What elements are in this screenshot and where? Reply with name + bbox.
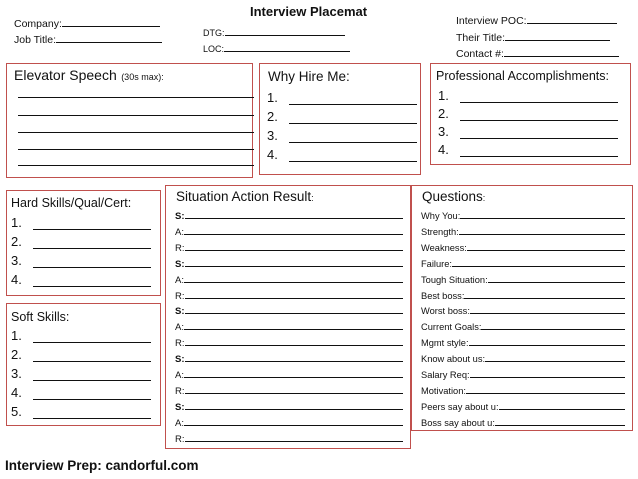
list-item[interactable] [11, 347, 151, 362]
sar-row-label: R: [175, 385, 185, 397]
soft-skills-box [6, 303, 161, 426]
their-title-field[interactable] [456, 31, 610, 44]
sar-row-label: A: [175, 274, 184, 286]
item-number: 4. [438, 142, 449, 157]
elevator-line[interactable] [18, 149, 254, 150]
sar-row-label: S: [175, 306, 185, 318]
sar-answer-line[interactable] [185, 258, 403, 267]
item-number: 2. [438, 106, 449, 121]
question-row[interactable] [421, 210, 625, 221]
sar-answer-line[interactable] [185, 242, 403, 251]
questions-title-suffix: : [482, 193, 486, 203]
poc-label: Interview POC: [456, 15, 527, 27]
item-number: 4. [11, 272, 22, 287]
their-title-label: Their Title: [456, 32, 506, 44]
sar-row[interactable] [175, 369, 403, 381]
loc-field[interactable] [203, 42, 350, 54]
sar-row[interactable] [175, 258, 403, 270]
question-row[interactable] [421, 274, 625, 285]
question-answer-line[interactable] [485, 353, 625, 362]
hard-skills-box [6, 190, 161, 296]
question-label: Why You: [421, 211, 461, 221]
sar-row-label: A: [175, 322, 184, 334]
sar-answer-line[interactable] [184, 321, 403, 330]
question-label: Best boss: [421, 290, 465, 301]
list-item[interactable] [438, 124, 618, 139]
sar-answer-line[interactable] [185, 433, 403, 442]
question-answer-line[interactable] [452, 258, 625, 267]
list-item[interactable] [11, 385, 151, 400]
question-answer-line[interactable] [499, 401, 625, 410]
list-item[interactable] [438, 106, 618, 121]
question-label: Motivation: [421, 385, 466, 396]
sar-row-label: S: [175, 211, 185, 222]
question-label: Salary Req: [421, 370, 470, 380]
questions-box [411, 185, 633, 431]
why-hire-box [259, 63, 421, 175]
sar-answer-line[interactable] [185, 353, 403, 362]
question-answer-line[interactable] [488, 274, 625, 283]
soft-skills-title: Soft Skills: [11, 310, 70, 324]
sar-row[interactable] [175, 353, 403, 365]
contact-label: Contact #: [456, 48, 504, 60]
sar-row[interactable] [175, 385, 403, 397]
sar-row[interactable] [175, 401, 403, 413]
list-item[interactable] [11, 234, 151, 249]
sar-row-label: A: [175, 417, 184, 429]
sar-row[interactable] [175, 274, 403, 286]
sar-row-label: S: [175, 258, 185, 270]
elevator-line[interactable] [18, 97, 254, 98]
list-item[interactable] [438, 142, 618, 157]
footer-text: Interview Prep: candorful.com [5, 458, 199, 473]
dtg-field[interactable] [203, 26, 345, 38]
item-number: 2. [267, 109, 278, 124]
question-row[interactable] [421, 385, 625, 396]
sar-row-label: A: [175, 370, 184, 381]
item-number: 2. [11, 234, 22, 249]
question-label: Mgmt style: [421, 338, 469, 349]
elevator-line[interactable] [18, 115, 254, 116]
sar-box [165, 185, 411, 449]
sar-answer-line[interactable] [185, 305, 403, 314]
list-item[interactable] [11, 272, 151, 287]
sar-answer-line[interactable] [184, 417, 403, 426]
item-number: 1. [11, 328, 22, 343]
questions-heading [422, 188, 485, 206]
question-answer-line[interactable] [470, 305, 625, 314]
sar-answer-line[interactable] [184, 226, 403, 235]
question-label: Worst boss: [421, 306, 470, 317]
sar-title-suffix: : [311, 193, 314, 203]
sar-answer-line[interactable] [185, 210, 403, 219]
item-number: 3. [11, 253, 22, 268]
question-answer-line[interactable] [469, 337, 625, 346]
sar-row[interactable] [175, 337, 403, 349]
sar-row[interactable] [175, 210, 403, 222]
question-row[interactable] [421, 305, 625, 316]
question-row[interactable] [421, 242, 625, 253]
sar-row[interactable] [175, 226, 403, 238]
question-answer-line[interactable] [470, 369, 625, 378]
sar-answer-line[interactable] [184, 274, 403, 283]
dtg-label: DTG: [203, 28, 225, 38]
sar-answer-line[interactable] [185, 337, 403, 346]
sar-row[interactable] [175, 305, 403, 317]
item-number: 4. [11, 385, 22, 400]
job-title-field[interactable] [14, 33, 162, 46]
page-title: Interview Placemat [250, 4, 368, 19]
sar-row-label: S: [175, 354, 185, 366]
list-item[interactable] [267, 128, 417, 143]
loc-label: LOC: [203, 44, 225, 54]
question-row[interactable] [421, 321, 625, 332]
elevator-line[interactable] [18, 165, 254, 166]
item-number: 1. [11, 215, 22, 230]
item-number: 3. [11, 366, 22, 381]
sar-row[interactable] [175, 321, 403, 333]
accomplishments-box [430, 63, 631, 165]
contact-field[interactable] [456, 47, 619, 60]
sar-row[interactable] [175, 433, 403, 445]
question-answer-line[interactable] [481, 321, 625, 330]
job-title-label: Job Title: [14, 34, 57, 46]
sar-answer-line[interactable] [185, 385, 403, 394]
elevator-speech-heading [14, 67, 164, 85]
hard-skills-title: Hard Skills/Qual/Cert: [11, 196, 132, 210]
question-row[interactable] [421, 337, 625, 348]
why-hire-title: Why Hire Me: [268, 69, 350, 84]
list-item[interactable] [267, 147, 417, 162]
question-answer-line[interactable] [467, 242, 625, 251]
question-answer-line[interactable] [495, 417, 625, 426]
question-label: Current Goals: [421, 322, 482, 333]
sar-row-label: A: [175, 226, 184, 238]
sar-row[interactable] [175, 417, 403, 429]
list-item[interactable] [11, 366, 151, 381]
company-field[interactable] [14, 17, 160, 30]
elevator-speech-box [6, 63, 253, 178]
question-label: Boss say about u: [421, 417, 495, 428]
list-item[interactable] [11, 215, 151, 230]
question-row[interactable] [421, 258, 625, 269]
question-answer-line[interactable] [459, 226, 625, 235]
item-number: 4. [267, 147, 278, 162]
list-item[interactable] [267, 90, 417, 105]
elevator-line[interactable] [18, 132, 254, 133]
item-number: 3. [267, 128, 278, 143]
question-label: Strength: [421, 226, 459, 237]
sar-row-label: R: [175, 433, 185, 445]
elevator-speech-subtitle: (30s max): [121, 72, 164, 82]
item-number: 5. [11, 404, 22, 419]
elevator-speech-title: Elevator Speech [14, 67, 117, 83]
question-row[interactable] [421, 401, 625, 412]
questions-title: Questions [422, 189, 483, 204]
question-label: Peers say about u: [421, 401, 499, 412]
sar-heading [176, 188, 314, 206]
list-item[interactable] [11, 253, 151, 268]
list-item[interactable] [438, 88, 618, 103]
question-row[interactable] [421, 369, 625, 380]
list-item[interactable] [267, 109, 417, 124]
list-item[interactable] [11, 404, 151, 419]
sar-row[interactable] [175, 290, 403, 302]
question-row[interactable] [421, 226, 625, 237]
sar-answer-line[interactable] [185, 401, 403, 410]
sar-row-label: R: [175, 338, 185, 350]
accomplishments-title: Professional Accomplishments: [436, 69, 609, 83]
poc-field[interactable] [456, 14, 617, 27]
sar-answer-line[interactable] [185, 290, 403, 299]
item-number: 1. [438, 88, 449, 103]
question-row[interactable] [421, 417, 625, 428]
company-label: Company: [14, 18, 62, 30]
sar-row-label: S: [175, 401, 185, 413]
sar-answer-line[interactable] [184, 369, 403, 378]
question-answer-line[interactable] [460, 210, 625, 219]
question-answer-line[interactable] [464, 290, 625, 299]
question-label: Tough Situation: [421, 274, 488, 285]
sar-row-label: R: [175, 242, 185, 254]
item-number: 1. [267, 90, 278, 105]
question-label: Failure: [421, 258, 453, 269]
question-row[interactable] [421, 290, 625, 301]
item-number: 3. [438, 124, 449, 139]
sar-title: Situation Action Result [176, 189, 312, 204]
item-number: 2. [11, 347, 22, 362]
sar-row[interactable] [175, 242, 403, 254]
question-answer-line[interactable] [466, 385, 625, 394]
question-label: Know about us: [421, 354, 486, 365]
question-row[interactable] [421, 353, 625, 364]
sar-row-label: R: [175, 290, 185, 302]
question-label: Weakness: [421, 242, 467, 253]
list-item[interactable] [11, 328, 151, 343]
